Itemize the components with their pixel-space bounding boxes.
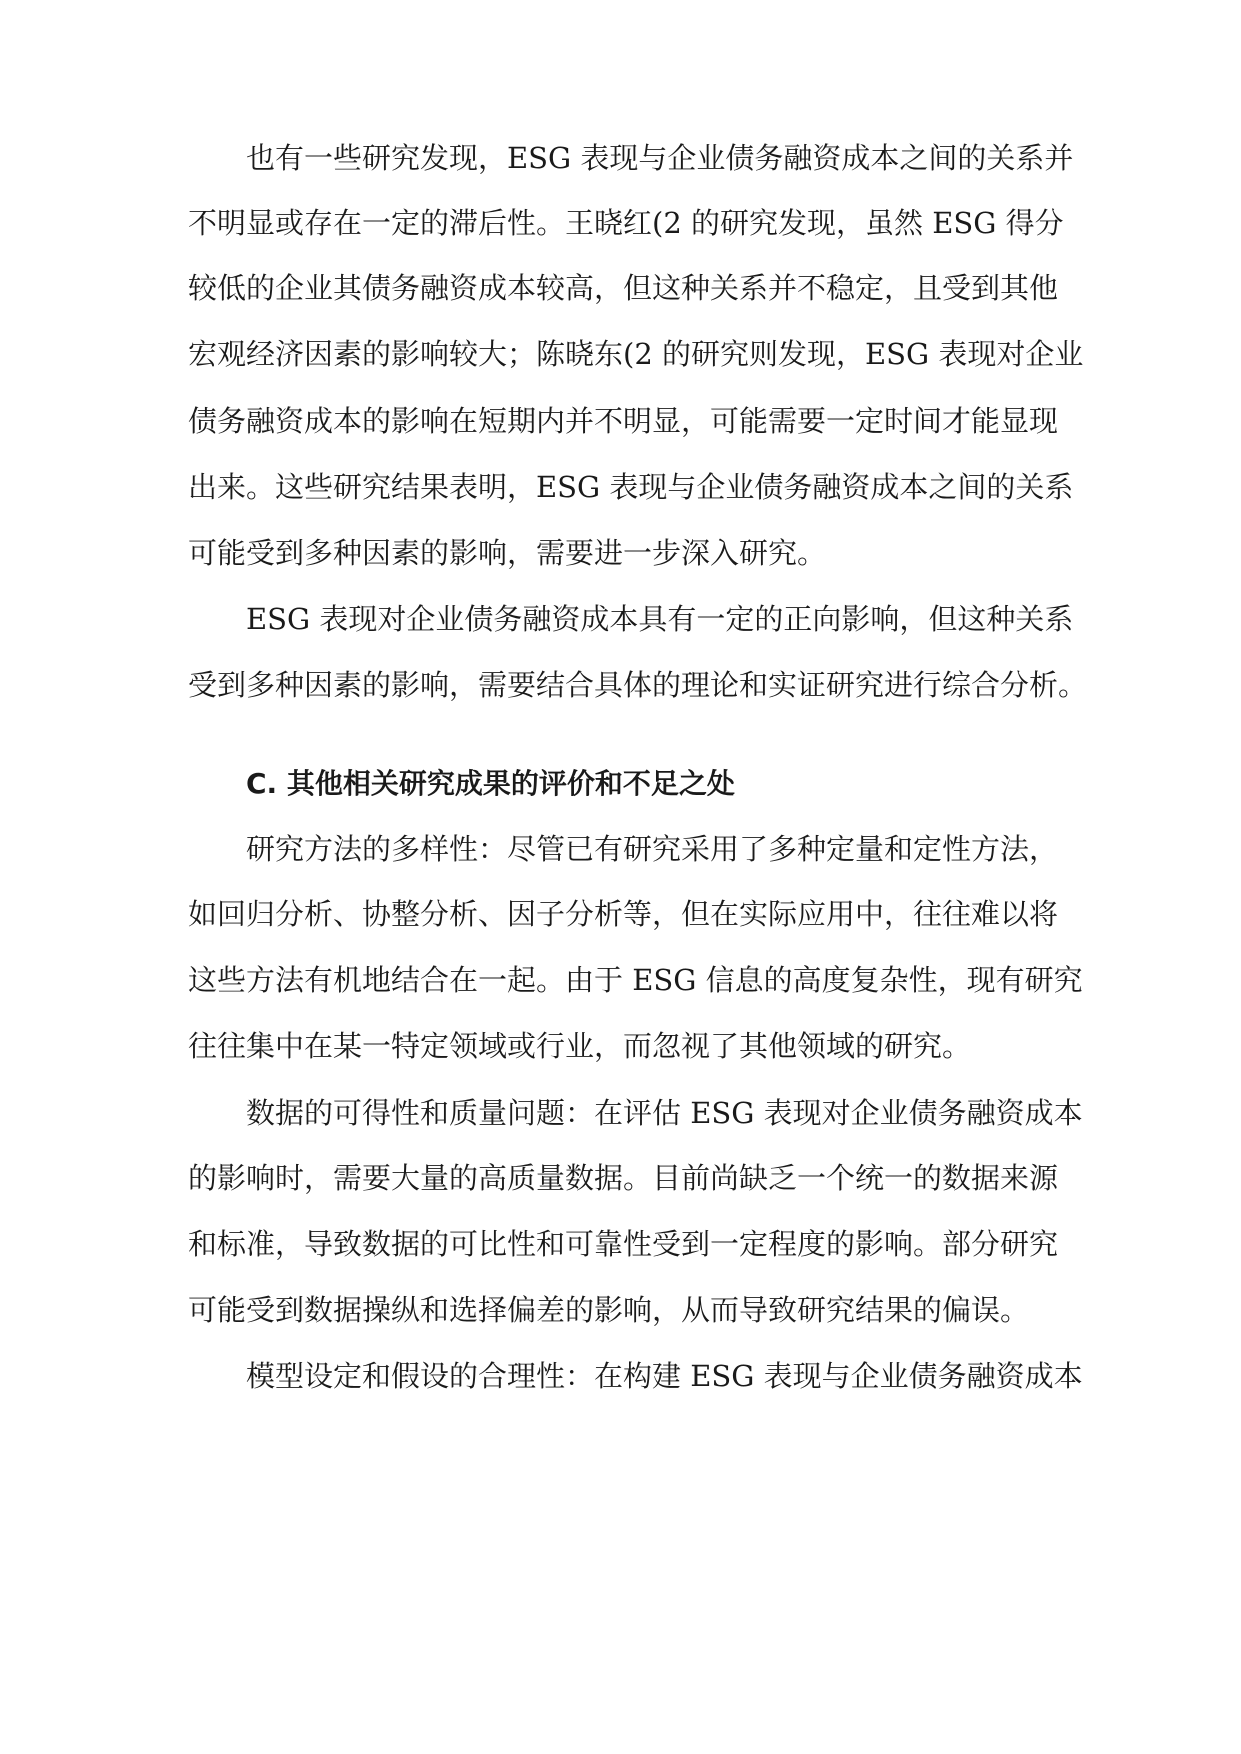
- paragraph-1-line-5: 债务融资成本的影响在短期内并不明显，可能需要一定时间才能显现: [188, 404, 1059, 438]
- paragraph-2-line-1: ESG 表现对企业债务融资成本具有一定的正向影响，但这种关系: [246, 602, 1074, 636]
- paragraph-1-line-4: 宏观经济因素的影响较大；陈晓东(2 的研究则发现，ESG 表现对企业: [188, 337, 1084, 371]
- section-heading: C. 其他相关研究成果的评价和不足之处: [246, 767, 735, 800]
- paragraph-3-line-2: 如回归分析、协整分析、因子分析等，但在实际应用中，往往难以将: [188, 897, 1059, 931]
- paragraph-3-line-1: 研究方法的多样性：尽管已有研究采用了多种定量和定性方法，: [246, 832, 1059, 866]
- paragraph-3-line-4: 往往集中在某一特定领域或行业，而忽视了其他领域的研究。: [188, 1029, 972, 1063]
- paragraph-1-line-7: 可能受到多种因素的影响，需要进一步深入研究。: [188, 536, 827, 570]
- paragraph-4-line-4: 可能受到数据操纵和选择偏差的影响，从而导致研究结果的偏误。: [188, 1293, 1030, 1327]
- paragraph-1-line-6: 出来。这些研究结果表明，ESG 表现与企业债务融资成本之间的关系: [188, 470, 1074, 504]
- paragraph-4-line-3: 和标准，导致数据的可比性和可靠性受到一定程度的影响。部分研究: [188, 1227, 1059, 1261]
- paragraph-1-line-1: 也有一些研究发现，ESG 表现与企业债务融资成本之间的关系并: [246, 141, 1074, 175]
- paragraph-4-line-2: 的影响时，需要大量的高质量数据。目前尚缺乏一个统一的数据来源: [188, 1161, 1059, 1195]
- paragraph-1-line-3: 较低的企业其债务融资成本较高，但这种关系并不稳定，且受到其他: [188, 271, 1059, 305]
- paragraph-4-line-1: 数据的可得性和质量问题：在评估 ESG 表现对企业债务融资成本: [246, 1096, 1083, 1130]
- paragraph-1-line-2: 不明显或存在一定的滞后性。王晓红(2 的研究发现，虽然 ESG 得分: [188, 206, 1064, 240]
- paragraph-5-line-1: 模型设定和假设的合理性：在构建 ESG 表现与企业债务融资成本: [246, 1359, 1083, 1393]
- paragraph-3-line-3: 这些方法有机地结合在一起。由于 ESG 信息的高度复杂性，现有研究: [188, 963, 1083, 997]
- paragraph-2-line-2: 受到多种因素的影响，需要结合具体的理论和实证研究进行综合分析。: [188, 668, 1088, 702]
